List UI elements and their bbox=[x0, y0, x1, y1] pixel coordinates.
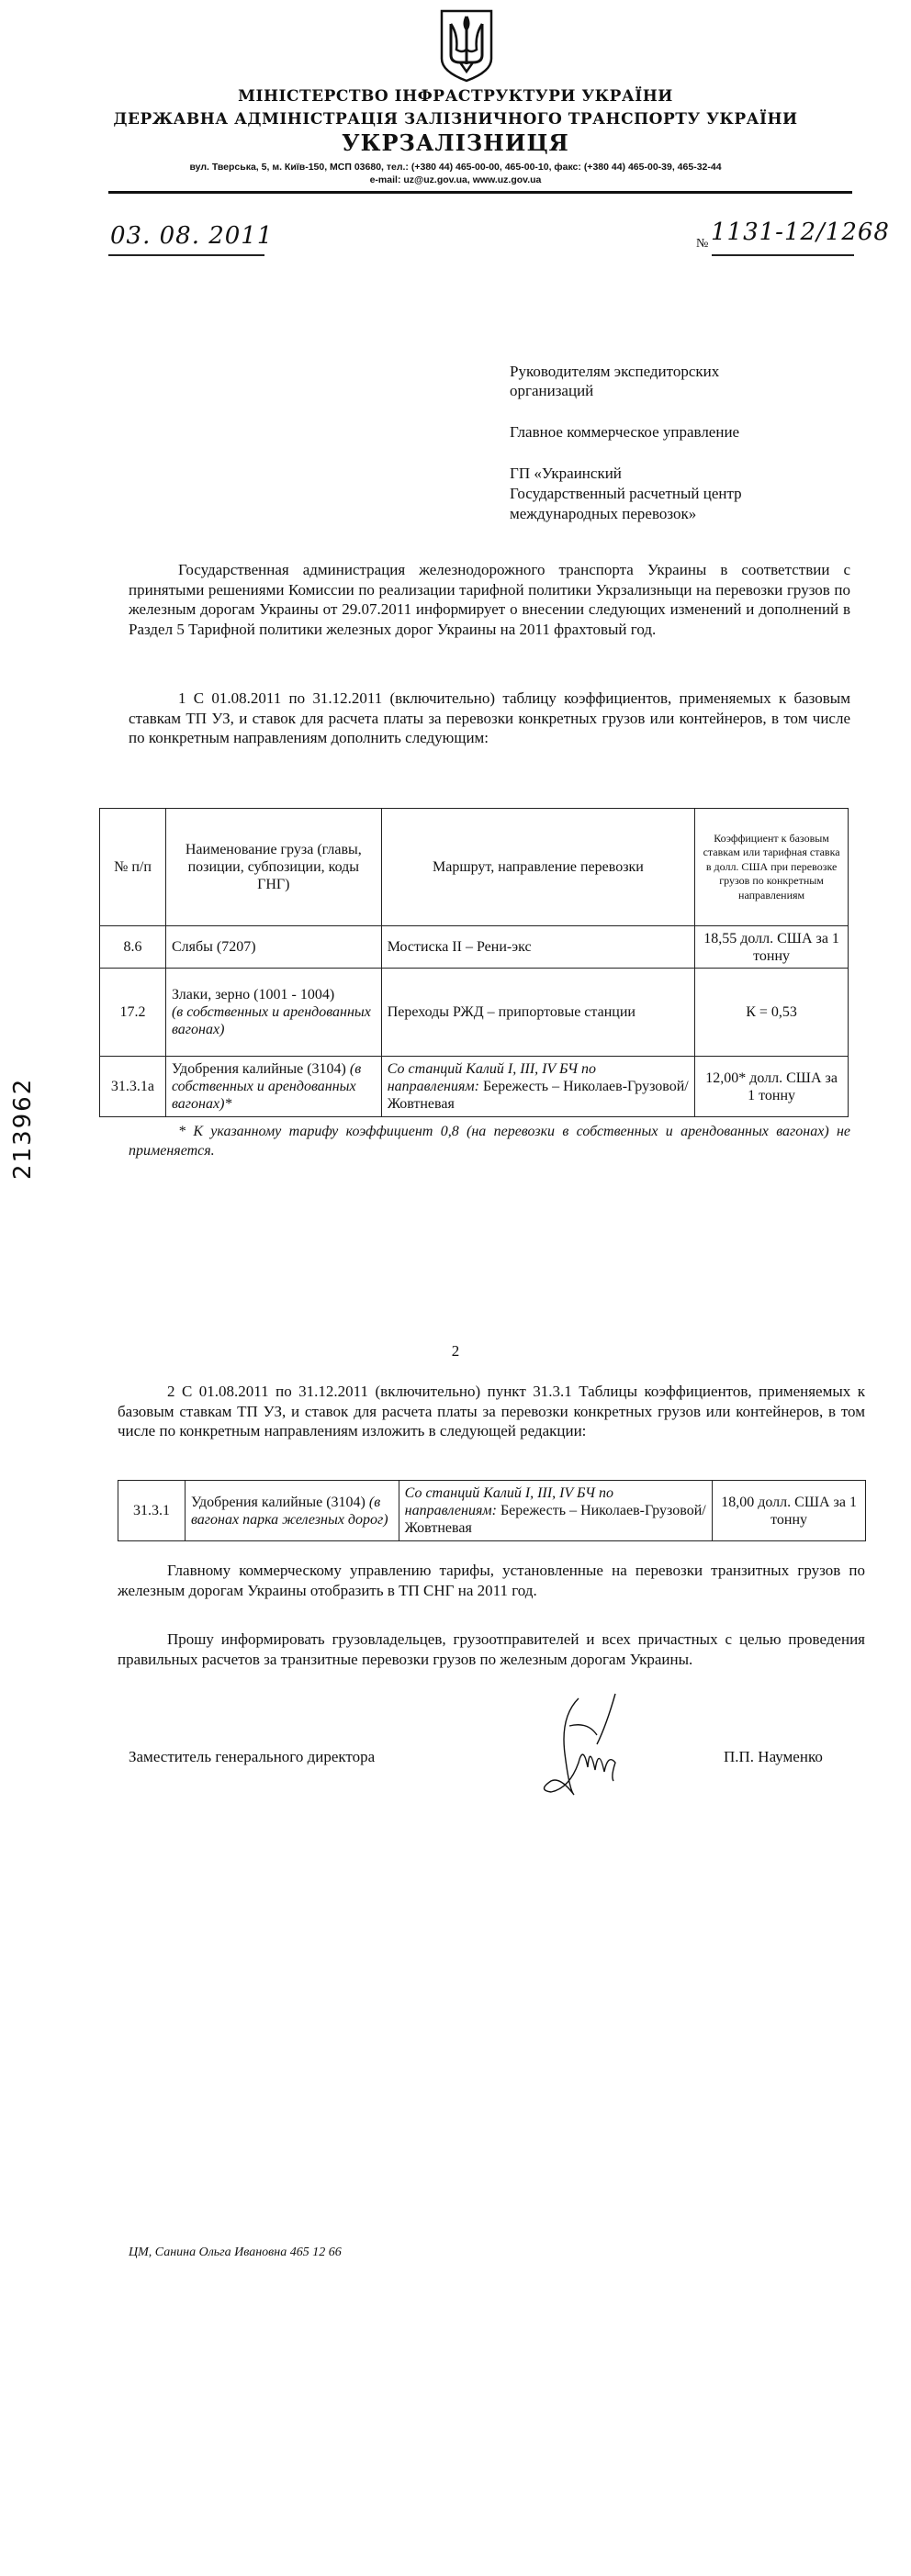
handwritten-signature bbox=[523, 1689, 652, 1809]
addressee-line: международных перевозок» bbox=[510, 505, 697, 522]
intro-text: Государственная администрация железнодорожного транспорта Украины в соответствии с принятыми решениями Комиссии по реализации тарифной политики Укрзализныци на перевозки грузов по железным дорогам Украины от 29.07.2011 информирует о внесении следующих изменений и дополнений в Раздел 5 Тарифной политики железных дорог Украины на 2011 фрахтовый год. bbox=[129, 561, 850, 638]
row-number: 17.2 bbox=[100, 969, 166, 1057]
header-rate: Коэффициент к базовым ставкам или тарифная ставка в долл. США при перевозке грузов по конкретным направлениям bbox=[695, 809, 849, 926]
para3-text: Главному коммерческому управлению тарифы, установленные на перевозки транзитных грузов по железным дорогам Украины отобразить в ТП СНГ на 2011 год. bbox=[118, 1562, 865, 1599]
row-cargo bbox=[185, 1481, 399, 1541]
addressee-line: Государственный расчетный центр bbox=[510, 485, 742, 502]
row-route bbox=[381, 1057, 694, 1117]
route-prefix: Со станций Калий I, III, IV БЧ по направлениям: bbox=[387, 1061, 597, 1094]
cargo-note: (в вагонах парка железных дорог) bbox=[190, 1494, 388, 1528]
addressee-line: ГП «Украинский bbox=[510, 465, 622, 482]
row-rate: К = 0,53 bbox=[695, 969, 849, 1057]
organization-name: УКРЗАЛІЗНИЦЯ bbox=[342, 129, 569, 156]
item1-text: 1 С 01.08.2011 по 31.12.2011 (включительно) таблицу коэффициентов, применяемых к базовым ставкам ТП УЗ, и ставок для расчета платы за перевозки конкретных грузов или контейнеров, в том числе по конкретным направлениям дополнить следующим: bbox=[129, 689, 850, 746]
row-route: Переходы РЖД – припортовые станции bbox=[381, 969, 694, 1057]
table-row bbox=[100, 969, 849, 1057]
row-route: Мостиска II – Рени-экс bbox=[381, 926, 694, 969]
item1-paragraph bbox=[129, 689, 850, 748]
document-date: 03. 08. 2011 bbox=[110, 222, 274, 250]
item2-paragraph bbox=[118, 1382, 865, 1441]
addressee-line: организаций bbox=[510, 382, 594, 399]
page-number: 2 bbox=[451, 1342, 460, 1360]
tariff-table bbox=[99, 808, 849, 1117]
addressee-line: Главное коммерческое управление bbox=[510, 423, 740, 441]
row-number: 8.6 bbox=[100, 926, 166, 969]
header-number: № п/п bbox=[100, 809, 166, 926]
route-prefix: Со станций Калий I, III, IV БЧ по направлениям: bbox=[404, 1485, 613, 1518]
date-underline bbox=[108, 254, 264, 256]
letterhead-divider bbox=[108, 191, 852, 194]
para4-text: Прошу информировать грузовладельцев, грузоотправителей и всех причастных с целью проведения правильных расчетов за транзитные перевозки грузов по железным дорогам Украины. bbox=[118, 1630, 865, 1668]
number-underline bbox=[712, 254, 854, 256]
table-row bbox=[118, 1481, 866, 1541]
row-rate: 12,00* долл. США за 1 тонну bbox=[695, 1057, 849, 1117]
cargo-name: Удобрения калийные (3104) bbox=[190, 1494, 366, 1510]
row-cargo: Слябы (7207) bbox=[165, 926, 381, 969]
table-row bbox=[100, 926, 849, 969]
amended-table bbox=[118, 1480, 866, 1541]
signatory-name: П.П. Науменко bbox=[724, 1748, 823, 1765]
cargo-name: Злаки, зерно (1001 - 1004) bbox=[171, 987, 335, 1002]
addressee-line: Руководителям экспедиторских bbox=[510, 363, 720, 380]
route-name: Бережесть – Николаев-Грузовой/ Жовтневая bbox=[387, 1079, 689, 1112]
row-rate: 18,55 долл. США за 1 тонну bbox=[695, 926, 849, 969]
executor-contact: ЦМ, Санина Ольга Ивановна 465 12 66 bbox=[129, 2246, 342, 2259]
row-rate: 18,00 долл. США за 1 тонну bbox=[713, 1481, 866, 1541]
row-number: 31.3.1 bbox=[118, 1481, 186, 1541]
header-cargo: Наименование груза (главы, позиции, субпозиции, коды ГНГ) bbox=[165, 809, 381, 926]
letterhead-address: вул. Тверська, 5, м. Київ-150, МСП 03680, тел.: (+380 44) 465-00-00, 465-00-10, факс: (+380 44) 465-00-39, 465-32-44 bbox=[189, 162, 722, 173]
cargo-note: (в собственных и арендованных вагонах)* bbox=[171, 1061, 362, 1112]
route-name: Бережесть – Николаев-Грузовой/ Жовтневая bbox=[404, 1503, 706, 1536]
table-header-row bbox=[100, 809, 849, 926]
row-route bbox=[399, 1481, 713, 1541]
paragraph-3 bbox=[118, 1561, 865, 1600]
archive-number: 213962 bbox=[9, 1077, 37, 1180]
administration-name: ДЕРЖАВНА АДМІНІСТРАЦІЯ ЗАЛІЗНИЧНОГО ТРАНСПОРТУ УКРАЇНИ bbox=[113, 110, 798, 129]
footnote-text: * К указанному тарифу коэффициент 0,8 (на перевозки в собственных и арендованных вагонах) не применяется. bbox=[129, 1124, 850, 1159]
document-number: 1131-12/1268 bbox=[711, 218, 890, 246]
letterhead-contacts: e-mail: uz@uz.gov.ua, www.uz.gov.ua bbox=[369, 174, 542, 185]
table-row bbox=[100, 1057, 849, 1117]
row-cargo bbox=[165, 1057, 381, 1117]
item2-text: 2 С 01.08.2011 по 31.12.2011 (включительно) пункт 31.3.1 Таблицы коэффициентов, применяемых к базовым ставкам ТП УЗ, и ставок для расчета платы за перевозки конкретных грузов или контейнеров, в том числе по конкретным направлениям изложить в следующей редакции: bbox=[118, 1383, 865, 1439]
cargo-note: (в собственных и арендованных вагонах) bbox=[171, 1004, 371, 1037]
row-cargo bbox=[165, 969, 381, 1057]
cargo-name: Удобрения калийные (3104) bbox=[171, 1061, 346, 1077]
number-label: № bbox=[696, 237, 709, 251]
intro-paragraph bbox=[129, 560, 850, 639]
signatory-title: Заместитель генерального директора bbox=[129, 1748, 376, 1765]
ministry-name: МІНІСТЕРСТВО ІНФРАСТРУКТУРИ УКРАЇНИ bbox=[238, 87, 673, 106]
header-route: Маршрут, направление перевозки bbox=[381, 809, 694, 926]
row-number: 31.3.1а bbox=[100, 1057, 166, 1117]
paragraph-4 bbox=[118, 1630, 865, 1669]
trident-coat-of-arms-icon bbox=[438, 7, 495, 83]
table-footnote bbox=[129, 1122, 850, 1160]
